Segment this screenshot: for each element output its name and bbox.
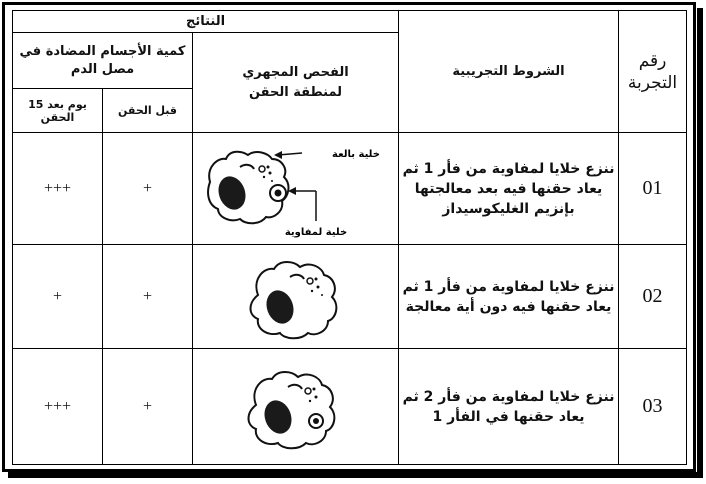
macrophage-drawing bbox=[248, 372, 334, 448]
microscopy-cell bbox=[193, 349, 399, 465]
experiment-table bbox=[12, 10, 687, 465]
lymphocyte-drawing bbox=[270, 185, 286, 201]
antibodies-header: كمية الأجسام المضادة في مصل الدم bbox=[13, 33, 193, 89]
macrophage-drawing bbox=[250, 262, 336, 338]
microscopy-cell bbox=[193, 133, 399, 245]
condition-text: ننزع خلايا لمفاوية من فأر 1 ثم يعاد حقنها فيه دون أية معالجة bbox=[399, 245, 619, 349]
before-value: + bbox=[103, 245, 193, 349]
after-15-days-header: 15 يوم بعد الحقن bbox=[13, 89, 103, 133]
swallowing-cell-label: خلية بالعة bbox=[331, 148, 380, 160]
frame-shadow-bottom bbox=[8, 472, 703, 478]
experiment-number: 01 bbox=[619, 133, 687, 245]
conditions-header: الشروط التجريبية bbox=[399, 11, 619, 133]
experiment-number: 03 bbox=[619, 349, 687, 465]
before-value: + bbox=[103, 133, 193, 245]
after-value: + bbox=[13, 245, 103, 349]
table-row bbox=[13, 133, 687, 245]
condition-text: ننزع خلايا لمفاوية من فأر 1 ثم يعاد حقنها فيه بعد معالجتها بإنزيم الغليكوسيداز bbox=[399, 133, 619, 245]
before-injection-header: قبل الحقن bbox=[103, 89, 193, 133]
microscopy-cell bbox=[193, 245, 399, 349]
experiment-number: 02 bbox=[619, 245, 687, 349]
frame-shadow-right bbox=[697, 8, 703, 478]
microscopy-header: الفحص المجهري لمنطقة الحقن bbox=[193, 33, 399, 133]
table-row bbox=[13, 245, 687, 349]
after-value: +++ bbox=[13, 133, 103, 245]
immune-cell-label: خلية لمفاوية bbox=[284, 226, 347, 238]
condition-text: ننزع خلايا لمفاوية من فأر 2 ثم يعاد حقنها في الفأر 1 bbox=[399, 349, 619, 465]
results-header: النتائج bbox=[13, 11, 399, 33]
table-row bbox=[13, 349, 687, 465]
cell-diagram bbox=[236, 357, 356, 457]
arrow-head bbox=[274, 151, 282, 159]
before-value: + bbox=[103, 349, 193, 465]
after-value: +++ bbox=[13, 349, 103, 465]
experiment-number-header: رقم التجربة bbox=[619, 11, 687, 133]
cell-diagram bbox=[236, 249, 356, 345]
cell-diagram bbox=[196, 137, 396, 241]
lymphocyte-drawing bbox=[309, 414, 323, 428]
